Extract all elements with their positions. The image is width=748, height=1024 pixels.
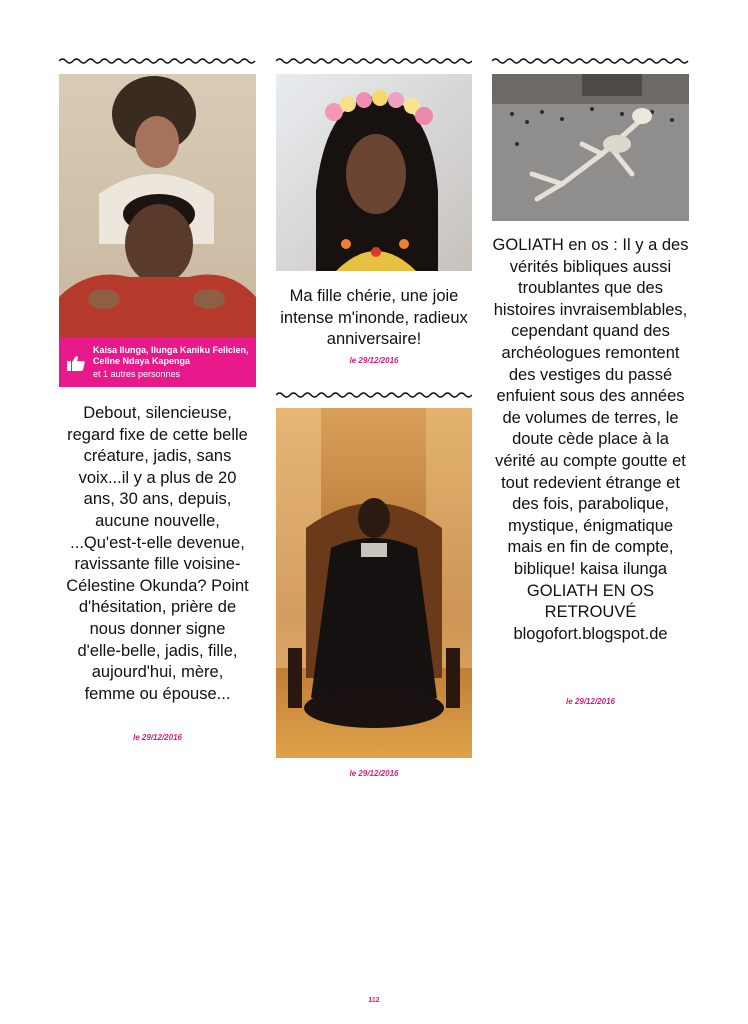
caption-column-3: GOLIATH en os : Il y a des vérités bibliques aussi troublantes que des histoires invraisemblables, cependant quand des archéologues remontent des vestiges du passé enfuient sous des années de volumes de terres, le doute cède place à la vérité au compte goutte et tout redevient étrange et des fois, parabolique, mystique, énigmatique mais en fin de compte, biblique! kaisa ilunga GOLIATH EN OS RETROUVÉ blogofort.blogspot.de: [492, 236, 689, 643]
likes-others[interactable]: et 1 autres personnes: [93, 369, 181, 379]
page-number: 112: [368, 997, 380, 1004]
thumbs-up-icon[interactable]: [67, 355, 85, 371]
photo-flower-crown-selfie: [276, 74, 472, 271]
likes-band: [59, 337, 256, 387]
date-column-3: le 29/12/2016: [566, 697, 615, 706]
divider-wave-4: [492, 57, 689, 65]
caption-column-2: Ma fille chérie, une joie intense m'inonde, radieux anniversaire!: [280, 287, 468, 349]
date-column-4: le 29/12/2016: [349, 769, 399, 778]
date-column-1: le 29/12/2016: [133, 733, 182, 742]
caption-column-1: Debout, silencieuse, regard fixe de cette belle créature, jadis, sans voix...il y a plus de 20 ans, 30 ans, depuis, aucune nouvelle, ...Qu'est-t-elle devenue, ravissante fille voisine-Célestine Okunda? Point d'hésitation, prière de nous donner signe d'elle-belle, jadis, fille, aujourd'hui, mère, femme ou épouse...: [66, 404, 249, 703]
likes-names[interactable]: Kaisa Ilunga, Ilunga Kaniku Felicien, Celine Ndaya Kapenga: [93, 345, 249, 366]
divider-wave-1: [59, 57, 256, 65]
date-column-2: le 29/12/2016: [349, 356, 399, 365]
divider-wave-3: [276, 391, 472, 399]
divider-wave-2: [276, 57, 472, 65]
photo-giant-skeleton: [492, 74, 689, 221]
photo-father-daughter: [59, 74, 256, 337]
photo-woman-on-throne: [276, 408, 472, 758]
